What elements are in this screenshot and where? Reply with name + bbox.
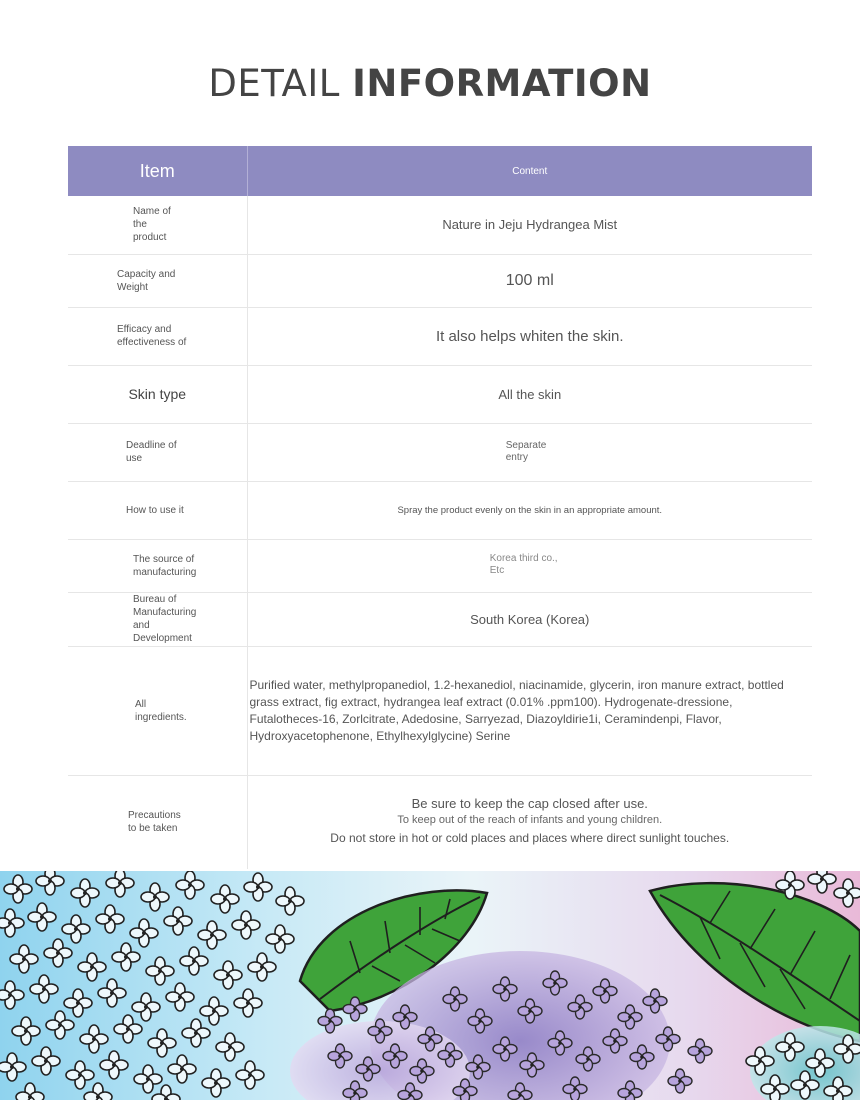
row-value: 100 ml xyxy=(247,254,812,307)
table-row xyxy=(68,423,812,481)
column-header-content: Content xyxy=(247,146,812,196)
precaution-line: Do not store in hot or cold places and places where direct sunlight touches. xyxy=(330,831,730,846)
row-label: Precautions to be taken xyxy=(128,810,181,835)
row-label-cell xyxy=(68,481,247,539)
precautions-cell xyxy=(247,775,812,869)
title-bold: INFORMATION xyxy=(352,62,652,105)
table-row xyxy=(68,646,812,775)
row-value: It also helps whiten the skin. xyxy=(247,307,812,365)
row-label-cell xyxy=(68,539,247,592)
row-label-cell xyxy=(68,775,247,869)
row-value: South Korea (Korea) xyxy=(247,592,812,646)
detail-table xyxy=(68,146,812,869)
row-label: All ingredients. xyxy=(135,698,187,723)
table-row xyxy=(68,196,812,254)
row-value: All the skin xyxy=(247,365,812,423)
row-label: Capacity and Weight xyxy=(117,268,176,293)
page-title xyxy=(0,62,860,105)
table-row xyxy=(68,254,812,307)
row-label-cell xyxy=(68,365,247,423)
title-light: DETAIL xyxy=(208,62,340,105)
table-row xyxy=(68,365,812,423)
row-label-cell xyxy=(68,646,247,775)
table-row xyxy=(68,592,812,646)
row-value: Nature in Jeju Hydrangea Mist xyxy=(247,196,812,254)
row-label-cell xyxy=(68,254,247,307)
table-row xyxy=(68,307,812,365)
table-header-row xyxy=(68,146,812,196)
row-label: Bureau of Manufacturing and Development xyxy=(133,594,197,644)
row-label-cell xyxy=(68,196,247,254)
row-label-cell xyxy=(68,592,247,646)
precaution-line: Be sure to keep the cap closed after use. xyxy=(411,796,648,812)
table-row xyxy=(68,775,812,869)
table-row xyxy=(68,539,812,592)
row-value-cell xyxy=(247,539,812,592)
precaution-line: To keep out of the reach of infants and young children. xyxy=(397,814,663,827)
table-row xyxy=(68,481,812,539)
row-label: Skin type xyxy=(128,386,187,402)
row-label: Efficacy and effectiveness of xyxy=(117,324,187,348)
row-label: How to use it xyxy=(126,504,184,516)
row-value: Separate entry xyxy=(505,439,547,463)
row-label: The source of manufacturing xyxy=(133,553,197,578)
row-label-cell xyxy=(68,423,247,481)
column-header-item: Item xyxy=(68,146,247,196)
row-value-cell xyxy=(247,423,812,481)
row-value: Korea third co., Etc xyxy=(489,553,558,576)
row-label: Name of the product xyxy=(133,206,171,244)
row-value: Spray the product evenly on the skin in an appropriate amount. xyxy=(247,481,812,539)
hydrangea-illustration xyxy=(0,871,860,1100)
ingredients-text: Purified water, methylpropanediol, 1.2-hexanediol, niacinamide, glycerin, iron manure extract, bottled grass extract, fig extract, hydrangea leaf extract (0.01% .ppm100). Hydrogenate-dressione, Futalotheces-16, Zorlcitrate, Adedosine, Sarryezad, Diazoyldirie1i, Ceramindenpi, Flavor, Hydroxyacetophenone, Ethylhexylglycine) Serine xyxy=(247,646,812,775)
row-label-cell xyxy=(68,307,247,365)
row-label: Deadline of use xyxy=(126,440,177,464)
